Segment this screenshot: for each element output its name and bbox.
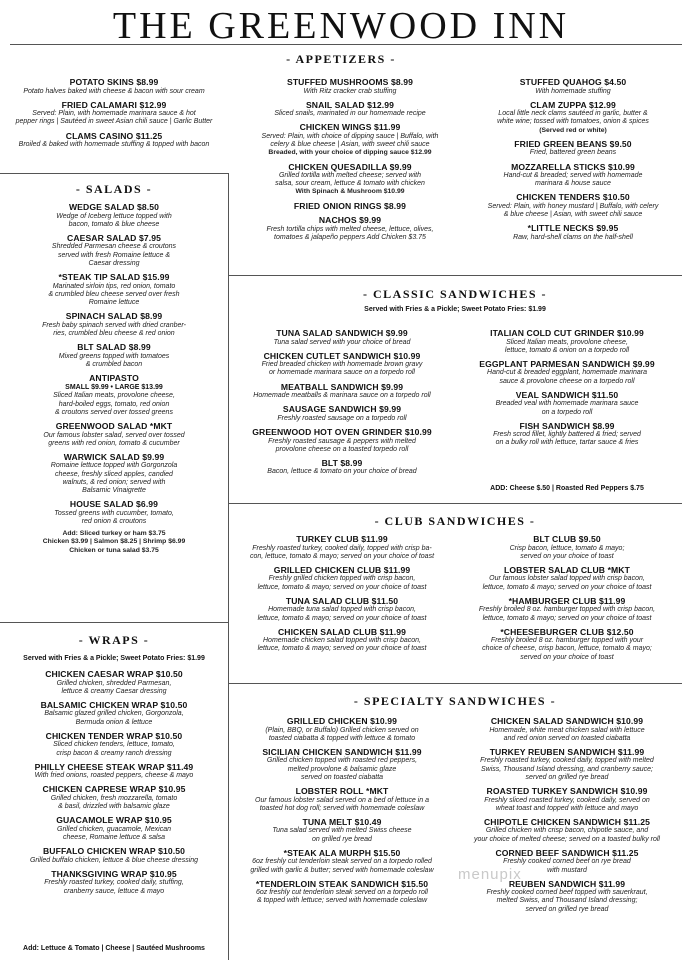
menu-item-description: Tuna salad served with melted Swiss cheese xyxy=(272,827,412,835)
menu-item-description: Crisp bacon, lettuce, tomato & mayo; xyxy=(509,544,625,552)
menu-item xyxy=(2,669,226,696)
menu-item xyxy=(232,458,452,477)
menu-item xyxy=(2,499,226,526)
menu-item-name: LOBSTER ROLL *MKT xyxy=(295,786,389,797)
menu-item xyxy=(232,879,452,906)
menu-item-name: CHICKEN CAPRESE WRAP $10.95 xyxy=(42,784,186,795)
salads-add-line: Add: Sliced turkey or ham $3.75 xyxy=(62,530,166,538)
menu-item-name: BALSAMIC CHICKEN WRAP $10.50 xyxy=(40,699,188,710)
menu-item xyxy=(2,869,226,896)
menu-item-description: Our famous lobster salad served on a bed of lettuce in a xyxy=(255,796,429,804)
menu-item-description: Fresh baby spinach served with dried cranber- xyxy=(42,321,186,329)
menu-item-description: Grilled tortilla with melted cheese; served with xyxy=(278,172,421,180)
appetizers-column-1 xyxy=(4,77,224,153)
menu-item-description: Grilled chicken, fresh mozzarella, tomato xyxy=(50,794,178,802)
divider-club-top xyxy=(228,503,682,504)
menu-item-description: served with fresh Romaine lettuce & xyxy=(57,251,171,259)
menu-item-name: FRIED GREEN BEANS $9.50 xyxy=(514,138,632,149)
appetizers-heading: - APPETIZERS - xyxy=(286,52,396,66)
menu-item xyxy=(244,201,456,212)
menu-item-description: lettuce, tomato & mayo; served on your choice of toast xyxy=(482,614,652,622)
classic-add: ADD: Cheese $.50 | Roasted Red Peppers $.75 xyxy=(490,485,644,492)
menu-item-name: GRILLED CHICKEN $10.99 xyxy=(286,716,398,726)
menu-item-name: CHICKEN WINGS $11.99 xyxy=(299,122,401,133)
menu-item-name: GRILLED CHICKEN CLUB $11.99 xyxy=(273,564,411,575)
menu-item xyxy=(456,596,678,623)
menu-item-description: Fresh tortilla chips with melted cheese, lettuce, olives, xyxy=(266,225,434,233)
menu-item-description: Freshly cooked corned beef topped with sauerkraut, xyxy=(486,889,648,897)
menu-item-description: Served: Plain, with honey mustard | Buffalo, with celery xyxy=(487,202,659,210)
menu-item-name: *CHEESEBURGER CLUB $12.50 xyxy=(500,626,634,637)
menu-item-description: Grilled buffalo chicken, lettuce & blue cheese dressing xyxy=(29,856,199,864)
menu-item xyxy=(232,817,452,844)
menu-item xyxy=(232,716,452,743)
menu-item-name: GREENWOOD HOT OVEN GRINDER $10.99 xyxy=(252,427,432,438)
menu-item xyxy=(232,351,452,378)
menu-item xyxy=(244,162,456,197)
menu-item-note: With Spinach & Mushroom $10.99 xyxy=(295,188,405,196)
menu-item-description: With fried onions, roasted peppers, cheese & mayo xyxy=(34,772,194,780)
menu-item xyxy=(466,162,680,189)
menu-item-description: Balsamic Vinaigrette xyxy=(82,487,146,495)
menu-item-description: melted Swiss, and Thousand Island dressing; xyxy=(496,897,638,905)
menu-item-description: & crumbled bacon xyxy=(85,360,143,368)
menu-item xyxy=(466,100,680,135)
menu-item-description: cheese, freshly sliced apples, candied xyxy=(55,470,173,478)
menu-item-description: choice of cheese, crisp bacon, lettuce, tomato & mayo; xyxy=(482,645,652,653)
menu-item-description: Served: Plain, with choice of dipping sauce | Buffalo, with xyxy=(261,132,439,140)
menu-item-description: grilled with garlic & butter; served with homemade coleslaw xyxy=(250,866,434,874)
menu-item-description: melted provolone & balsamic glaze xyxy=(287,765,397,773)
menu-item xyxy=(244,215,456,242)
menu-item xyxy=(456,359,678,386)
menu-item-name: TURKEY CLUB $11.99 xyxy=(296,534,388,544)
menu-item xyxy=(2,731,226,758)
menu-item-description: Local little neck clams sautéed in garlic, butter & xyxy=(498,110,648,118)
menu-item-name: MEATBALL SANDWICH $9.99 xyxy=(280,381,404,392)
menu-item-description: Freshly roasted sausage on a torpedo roll xyxy=(277,414,407,422)
appetizers-column-3 xyxy=(466,77,680,246)
menu-item-name: *STEAK ALA MURPH $15.50 xyxy=(283,847,401,858)
menu-item-name: THANKSGIVING WRAP $10.95 xyxy=(51,868,177,879)
menu-item-description: Freshly roasted turkey, cooked daily, topped with melted xyxy=(480,757,654,765)
menu-item-note: (Served red or white) xyxy=(539,126,607,134)
menu-item xyxy=(232,534,452,561)
appetizers-column-2 xyxy=(244,77,456,246)
menu-item-description: Breaded veal with homemade marinara sauce xyxy=(495,400,639,408)
menu-item xyxy=(2,342,226,369)
menu-item xyxy=(4,131,224,150)
menu-item-name: *TENDERLOIN STEAK SANDWICH $15.50 xyxy=(255,878,429,889)
menu-item-description: Bermuda onion & lettuce xyxy=(75,718,153,726)
menu-item-description: cranberry sauce, lettuce & mayo xyxy=(63,887,165,895)
menu-item xyxy=(2,784,226,811)
menu-item-description: Balsamic glazed grilled chicken, Gorgonzola, xyxy=(44,710,184,718)
menu-item-description: Sliced Italian meats, provolone cheese, xyxy=(506,338,628,346)
menu-item-description: salsa, sour cream, lettuce & tomato with chicken xyxy=(275,180,425,188)
menu-item-name: WARWICK SALAD $9.99 xyxy=(63,451,165,462)
salads-add-line: Chicken or tuna salad $3.75 xyxy=(69,546,159,554)
menu-item-description: greens with red onion, tomato & cucumber xyxy=(48,439,180,447)
specialty-heading: - SPECIALTY SANDWICHES - xyxy=(353,694,557,708)
menu-item xyxy=(2,815,226,842)
menu-item xyxy=(232,328,452,347)
menu-item-description: pepper rings | Sautéed in sweet Asian chili sauce | Garlic Butter xyxy=(15,118,213,126)
menu-item xyxy=(2,846,226,865)
wraps-column xyxy=(2,669,226,900)
menu-item-name: CAESAR SALAD $7.95 xyxy=(67,232,161,243)
menu-item-name: TUNA SALAD SANDWICH $9.99 xyxy=(276,328,408,338)
menu-item-name: GUACAMOLE WRAP $10.95 xyxy=(56,815,172,826)
menu-item xyxy=(456,421,678,448)
menu-item-description: Freshly broiled 8 oz. hamburger topped with your xyxy=(490,637,644,645)
menu-item-description: served on your choice of toast xyxy=(520,552,614,560)
menu-item xyxy=(232,627,452,654)
menu-item-description: walnuts, & red onion; served with xyxy=(62,478,166,486)
menu-item-name: PHILLY CHEESE STEAK WRAP $11.49 xyxy=(34,761,194,772)
menu-item xyxy=(456,716,678,743)
menu-item xyxy=(244,77,456,96)
menu-item-description: Shredded Parmesan cheese & croutons xyxy=(51,243,177,251)
menu-item-description: Romaine lettuce xyxy=(88,298,140,306)
menu-item xyxy=(2,202,226,229)
menu-item-description: white wine; tossed with tomatoes, onion & spices xyxy=(497,118,649,126)
menu-item-description: Homemade tuna salad topped with crisp bacon, xyxy=(268,606,416,614)
menu-item-description: lettuce & creamy Caesar dressing xyxy=(61,687,167,695)
menu-item xyxy=(456,534,678,561)
menu-item-name: EGGPLANT PARMESAN SANDWICH $9.99 xyxy=(479,358,655,369)
menu-item-name: STUFFED QUAHOG $4.50 xyxy=(519,77,627,87)
classic-column-2 xyxy=(456,328,678,452)
menu-item xyxy=(232,404,452,423)
menu-item xyxy=(2,421,226,448)
menu-item-name: SPINACH SALAD $8.99 xyxy=(65,311,163,322)
menu-item-description: celery & blue cheese | Asian, with sweet chili sauce xyxy=(270,141,430,149)
menu-item-name: CHICKEN TENDERS $10.50 xyxy=(516,192,630,203)
salads-add xyxy=(2,530,226,555)
menu-item-description: Our famous lobster salad, served over tossed xyxy=(43,431,185,439)
menu-item-description: Grilled chicken, shredded Parmesan, xyxy=(56,679,172,687)
menu-item-name: ANTIPASTO xyxy=(89,372,139,383)
menu-item-name: CHICKEN SALAD SANDWICH $10.99 xyxy=(490,716,644,726)
menu-item xyxy=(466,223,680,242)
menu-item-description: Grilled chicken with crisp bacon, chipotle sauce, and xyxy=(485,827,649,835)
specialty-column-2 xyxy=(456,716,678,918)
menu-item-description: & basil, drizzled with balsamic glaze xyxy=(58,803,170,811)
menu-item xyxy=(2,700,226,727)
menu-item xyxy=(2,373,226,417)
menu-item-description: Tossed greens with cucumber, tomato, xyxy=(54,509,174,517)
menu-item xyxy=(2,272,226,307)
watermark: menupix xyxy=(458,866,522,883)
menu-item-description: on grilled rye bread xyxy=(312,835,372,843)
menu-item-description: lettuce, tomato & onion on a torpedo roll xyxy=(504,346,630,354)
menu-item-description: served on toasted ciabatta xyxy=(300,773,384,781)
salads-add-line: Chicken $3.99 | Salmon $8.25 | Shrimp $6.99 xyxy=(42,538,186,546)
menu-item-description: & croutons served over tossed greens xyxy=(55,408,173,416)
menu-item-name: *HAMBURGER CLUB $11.99 xyxy=(508,595,626,606)
menu-item-name: REUBEN SANDWICH $11.99 xyxy=(508,878,626,889)
menu-item-name: *STEAK TIP SALAD $15.99 xyxy=(58,272,170,283)
menu-item-description: on a bulky roll with lettuce, tartar sauce & fries xyxy=(495,439,639,447)
menu-item xyxy=(232,565,452,592)
menu-item-description: cheese, Romaine lettuce & salsa xyxy=(63,834,165,842)
menu-item-description: tomatoes & jalapeño peppers Add Chicken $3.75 xyxy=(274,233,426,241)
menu-item xyxy=(232,747,452,782)
menu-item-description: on a torpedo roll xyxy=(541,408,593,416)
menu-item xyxy=(456,565,678,592)
menu-item-description: Homemade chicken salad topped with crisp bacon, xyxy=(263,637,421,645)
menu-item-description: Romaine lettuce topped with Gorgonzola xyxy=(50,462,178,470)
menu-item xyxy=(456,627,678,662)
menu-item-description: Our famous lobster salad topped with crisp bacon, xyxy=(489,575,645,583)
menu-item-description: con, lettuce, tomato & mayo; served on your choice of toast xyxy=(249,552,435,560)
menu-item-name: CHICKEN TENDER WRAP $10.50 xyxy=(45,730,183,741)
menu-item-description: Sliced chicken tenders, lettuce, tomato, xyxy=(53,741,175,749)
menu-item xyxy=(2,762,226,781)
menu-item-description: wheat toast and topped with lettuce and mayo xyxy=(495,804,639,812)
menu-item xyxy=(232,596,452,623)
menu-item-name: BLT CLUB $9.50 xyxy=(533,534,601,544)
menu-item-description: Sliced snails, marinated in our homemade recipe xyxy=(274,110,426,118)
menu-item-name: BLT SALAD $8.99 xyxy=(77,342,151,353)
menu-item-name: *LITTLE NECKS $9.95 xyxy=(527,223,619,234)
menu-item-description: lettuce, tomato & mayo; served on your choice of toast xyxy=(257,645,427,653)
menu-item-name: MOZZARELLA STICKS $10.99 xyxy=(511,161,635,172)
menu-item-name: BUFFALO CHICKEN WRAP $10.50 xyxy=(43,846,185,857)
menu-item-description: toasted hot dog roll; served with homemade coleslaw xyxy=(259,804,425,812)
menu-item-name: HOUSE SALAD $6.99 xyxy=(69,499,159,510)
menu-item-name: ITALIAN COLD CUT GRINDER $10.99 xyxy=(490,328,644,338)
menu-item-description: Served: Plain, with homemade marinara sauce & hot xyxy=(32,110,196,118)
menu-item-description: bacon, tomato & blue cheese xyxy=(68,220,160,228)
menu-item-description: crisp bacon & creamy ranch dressing xyxy=(56,749,172,757)
menu-item-description: Bacon, lettuce & tomato on your choice of bread xyxy=(267,468,417,476)
menu-item xyxy=(4,77,224,96)
menu-item-description: & crumbled bleu cheese served over fresh xyxy=(48,290,180,298)
divider-wraps-top xyxy=(0,622,228,623)
menu-item-description: 6oz freshly cut tenderloin steak served on a torpedo roll xyxy=(256,889,428,897)
menu-item xyxy=(456,328,678,355)
menu-item-name: CHICKEN QUESADILLA $9.99 xyxy=(288,161,412,172)
menu-item-name: FISH SANDWICH $8.99 xyxy=(519,420,615,431)
menu-item-name: STUFFED MUSHROOMS $8.99 xyxy=(287,77,413,87)
menu-item-description: Freshly broiled 8 oz. hamburger topped with crisp bacon, xyxy=(478,606,656,614)
menu-item-description: (Plain, BBQ, or Buffalo) Grilled chicken served on xyxy=(265,726,419,734)
menu-item-name: CHIPOTLE CHICKEN SANDWICH $11.25 xyxy=(483,816,651,827)
menu-item xyxy=(456,747,678,782)
menu-item-sizes: SMALL $9.99 • LARGE $13.99 xyxy=(65,384,163,392)
menu-item-description: Grilled chicken, guacamole, Mexican xyxy=(57,825,171,833)
club-column-1 xyxy=(232,534,452,658)
club-heading: - CLUB SANDWICHES - xyxy=(374,514,536,528)
menu-item-description: Wedge of Iceberg lettuce topped with xyxy=(56,212,172,220)
menu-item-description: Caesar dressing xyxy=(88,259,140,267)
club-column-2 xyxy=(456,534,678,666)
menu-item-description: served on grilled rye bread xyxy=(525,905,609,913)
divider-top xyxy=(10,44,682,45)
menu-item xyxy=(2,452,226,495)
menu-item-description: Fried, battered green beans xyxy=(529,149,617,157)
menu-item-description: Freshly grilled chicken topped with crisp bacon, xyxy=(268,575,416,583)
menu-item-description: and red onion served on toasted ciabatta xyxy=(503,734,631,742)
menu-item-description: Mixed greens topped with tomatoes xyxy=(58,352,170,360)
menu-item-name: GREENWOOD SALAD *MKT xyxy=(55,421,173,432)
menu-item-description: lettuce, tomato & mayo; served on your choice of toast xyxy=(257,614,427,622)
menu-item-description: Fresh scrod fillet, lightly battered & fried; served xyxy=(493,431,641,439)
menu-item-name: NACHOS $9.99 xyxy=(318,215,382,226)
menu-item xyxy=(2,233,226,268)
menu-item-description: Hand-cut & breaded; served with homemade xyxy=(503,172,643,180)
menu-item-name: SNAIL SALAD $12.99 xyxy=(305,99,395,110)
wraps-subheading: Served with Fries & a Pickle; Sweet Potato Fries: $1.99 xyxy=(23,655,205,662)
salads-column xyxy=(2,202,226,559)
menu-item-description: Hand-cut & breaded eggplant, homemade marinara xyxy=(487,369,647,377)
menu-item-description: Sliced Italian meats, provolone cheese, xyxy=(53,392,175,400)
divider-classic-top xyxy=(228,275,682,276)
menu-item xyxy=(466,192,680,219)
menu-item xyxy=(456,390,678,417)
menu-item-description: With Ritz cracker crab stuffing xyxy=(303,87,397,95)
menu-item xyxy=(456,879,678,914)
menu-item-name: VEAL SANDWICH $11.50 xyxy=(515,389,619,400)
menu-item xyxy=(232,848,452,875)
menu-item-name: CHICKEN SALAD CLUB $11.99 xyxy=(277,626,407,637)
menu-item xyxy=(466,77,680,96)
menu-item xyxy=(232,427,452,454)
classic-column-1 xyxy=(232,328,452,481)
menu-item-name: SICILIAN CHICKEN SANDWICH $11.99 xyxy=(262,746,422,757)
menu-item-description: ries, crumbled bleu cheese & red onion xyxy=(53,329,175,337)
menu-item-note: Breaded, with your choice of dipping sauce $12.99 xyxy=(268,149,432,157)
menu-item xyxy=(244,100,456,119)
menu-item-description: Homemade meatballs & marinara sauce on a torpedo roll xyxy=(253,392,431,400)
menu-item-name: POTATO SKINS $8.99 xyxy=(69,77,159,87)
menu-item-name: TUNA MELT $10.49 xyxy=(302,816,382,827)
menu-item-description: & blue cheese | Asian, with sweet chili sauce xyxy=(503,211,643,219)
menu-item-description: Freshly roasted turkey, cooked daily, topped with crisp ba- xyxy=(252,544,432,552)
menu-item-description: toasted ciabatta & topped with lettuce & tomato xyxy=(268,734,416,742)
menu-item-description: Grilled chicken topped with roasted red peppers, xyxy=(266,757,418,765)
menu-item-name: WEDGE SALAD $8.50 xyxy=(68,202,160,212)
menu-item-description: lettuce, tomato & mayo; served on your choice of toast xyxy=(482,583,652,591)
menu-item-description: marinara & house sauce xyxy=(535,180,611,188)
menu-item-description: Freshly cooked corned beef on rye bread xyxy=(503,858,631,866)
menu-item-description: lettuce, tomato & mayo; served on your choice of toast xyxy=(257,583,427,591)
menu-item-name: ROASTED TURKEY SANDWICH $10.99 xyxy=(486,786,648,797)
menu-item-name: CLAMS CASINO $11.25 xyxy=(65,130,163,141)
menu-item-description: served on your choice of toast xyxy=(520,653,614,661)
menu-item-description: Tuna salad served with your choice of bread xyxy=(273,338,411,346)
menu-item-name: TUNA SALAD CLUB $11.50 xyxy=(285,595,399,606)
menu-item xyxy=(2,311,226,338)
salads-heading: - SALADS - xyxy=(75,182,153,196)
menu-item-description: Marinated sirloin tips, red onion, tomato xyxy=(52,282,176,290)
wraps-add: Add: Lettuce & Tomato | Cheese | Sautéed Mushrooms xyxy=(23,945,205,952)
menu-item-description: Raw, hard-shell clams on the half-shell xyxy=(513,233,633,241)
menu-item-description: Freshly roasted sausage & peppers with melted xyxy=(268,437,416,445)
menu-item-description: provolone cheese on a toasted torpedo roll xyxy=(275,445,409,453)
menu-item-description: sauce & provolone cheese on a torpedo roll xyxy=(499,377,635,385)
menu-item-description: or homemade marinara sauce on a torpedo roll xyxy=(269,369,415,377)
menu-item-name: FRIED CALAMARI $12.99 xyxy=(61,99,167,110)
menu-item-name: CHICKEN CAESAR WRAP $10.50 xyxy=(45,669,183,679)
menu-item xyxy=(244,122,456,157)
menu-item xyxy=(232,382,452,401)
menu-item-description: Fried breaded chicken with homemade brown gravy xyxy=(261,361,423,369)
menu-item-name: CHICKEN CUTLET SANDWICH $10.99 xyxy=(263,350,421,361)
divider-specialty-top xyxy=(228,683,682,684)
menu-item-description: Freshly roasted turkey, cooked daily, stuffing, xyxy=(44,879,184,887)
menu-item-description: served on grilled rye bread xyxy=(525,773,609,781)
classic-heading: - CLASSIC SANDWICHES - xyxy=(362,287,548,301)
restaurant-title: THE GREENWOOD INN xyxy=(112,5,570,47)
menu-item-description: red onion & croutons xyxy=(81,517,147,525)
menu-item-name: SAUSAGE SANDWICH $9.99 xyxy=(282,404,402,415)
menu-item xyxy=(4,100,224,127)
wraps-heading: - WRAPS - xyxy=(78,633,150,647)
menu-item-description: your choice of melted cheese; served on a toasted bulky roll xyxy=(474,835,660,843)
menu-item-description: Freshly sliced roasted turkey, cooked daily, served on xyxy=(484,796,650,804)
menu-item-name: LOBSTER SALAD CLUB *MKT xyxy=(504,564,630,575)
menu-item-description: Homemade, white meat chicken salad with lettuce xyxy=(489,726,645,734)
menu-item-name: TURKEY REUBEN SANDWICH $11.99 xyxy=(489,746,645,757)
menu-item-name: CORNED BEEF SANDWICH $11.25 xyxy=(495,847,639,858)
classic-subheading: Served with Fries & a Pickle; Sweet Potato Fries: $1.99 xyxy=(364,306,546,313)
menu-item-description: With homemade stuffing xyxy=(535,87,611,95)
menu-item xyxy=(456,786,678,813)
menu-item-name: CLAM ZUPPA $12.99 xyxy=(530,99,616,110)
menu-item-description: with mustard xyxy=(547,866,587,874)
menu-item xyxy=(466,139,680,158)
menu-item-description: hard-boiled eggs, tomato, red onion xyxy=(58,400,170,408)
divider-salads-top xyxy=(0,173,228,174)
menu-item-description: & topped with lettuce; served with homemade coleslaw xyxy=(256,897,428,905)
menu-item xyxy=(232,786,452,813)
menu-item xyxy=(456,817,678,844)
menu-item-description: Swiss, Thousand Island dressing, and cranberry sauce; xyxy=(481,765,653,773)
specialty-column-1 xyxy=(232,716,452,910)
menu-item-description: Broiled & baked with homemade stuffing & topped with bacon xyxy=(18,141,210,149)
menu-item-name: BLT $8.99 xyxy=(321,457,363,468)
menu-item-description: Potato halves baked with cheese & bacon with sour cream xyxy=(23,87,205,95)
menu-item-name: FRIED ONION RINGS $8.99 xyxy=(293,200,407,211)
menu-item-description: 6oz freshly cut tenderloin steak served on a torpedo rolled xyxy=(252,858,432,866)
